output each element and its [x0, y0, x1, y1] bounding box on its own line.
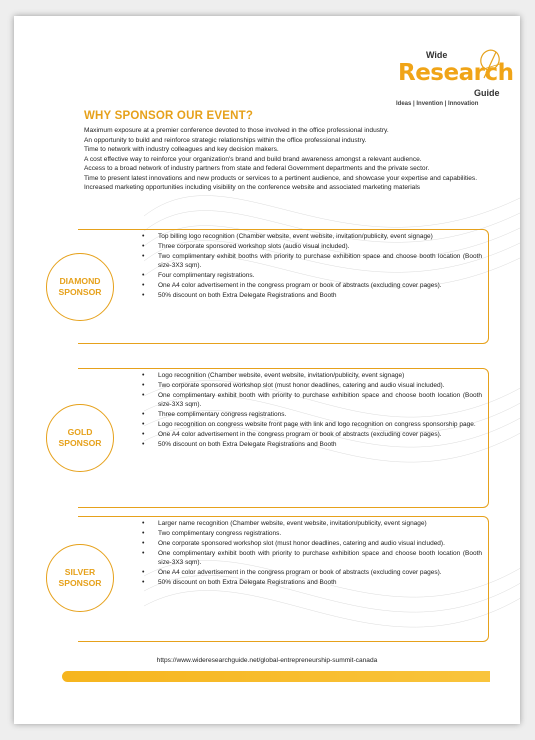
- page-title: WHY SPONSOR OUR EVENT?: [84, 110, 254, 122]
- intro-line: Maximum exposure at a premier conference devoted to those involved in the office professional industry.: [84, 127, 389, 134]
- list-item: • One complimentary exhibit booth with priority to purchase exhibition space and choose booth location (Booth size-3X3 sqm).: [142, 392, 482, 409]
- intro-line: Time to network with industry colleagues and key decision makers.: [84, 146, 279, 153]
- list-item: • Two corporate sponsored workshop slot (must honor deadlines, catering and audio visual included).: [142, 382, 482, 391]
- list-item: • One A4 color advertisement in the congress program or book of abstracts (excluding cover pages).: [142, 431, 482, 440]
- silver-sponsor-section: [46, 516, 489, 642]
- intro-line: Access to a broad network of industry partners from state and federal Government departments and the private sector.: [84, 165, 430, 172]
- diamond-sponsor-badge: [46, 253, 114, 321]
- list-item: • Top billing logo recognition (Chamber website, event website, invitation/publicity, event signage): [142, 233, 482, 242]
- list-item: • One complimentary exhibit booth with priority to purchase exhibition space and choose booth location (Booth size-3X3 sqm).: [142, 550, 482, 567]
- intro-line: An opportunity to build and reinforce strategic relationships within the office professional industry.: [84, 136, 367, 144]
- badge-line-2: SPONSOR: [58, 287, 102, 297]
- gold-benefits-list: [142, 372, 482, 451]
- list-item: • Two complimentary congress registrations.: [142, 530, 482, 539]
- event-url-link[interactable]: https://www.wideresearchguide.net/global-entrepreneurship-summit-canada: [156, 657, 378, 664]
- brand-logo: [396, 48, 514, 118]
- list-item: • Three complimentary congress registrations.: [142, 411, 482, 420]
- gold-sponsor-badge: [46, 404, 114, 472]
- list-item: • Four complimentary registrations.: [142, 272, 482, 281]
- intro-line: Time to present latest innovations and new products or services to a pertinent audience, and showcase your expertise and capabilities.: [84, 174, 478, 182]
- document-page: [14, 16, 520, 724]
- silver-benefits-list: [142, 520, 482, 589]
- logo-wide-text: Wide: [426, 50, 448, 60]
- diamond-benefits-list: [142, 233, 482, 302]
- list-item: • 50% discount on both Extra Delegate Registrations and Booth: [142, 441, 482, 450]
- list-item: • One A4 color advertisement in the congress program or book of abstracts (excluding cover pages).: [142, 282, 482, 291]
- silver-sponsor-badge: [46, 544, 114, 612]
- list-item: • 50% discount on both Extra Delegate Registrations and Booth: [142, 579, 482, 588]
- badge-line-1: GOLD: [67, 427, 93, 437]
- logo-guide-text: Guide: [474, 88, 500, 98]
- diamond-sponsor-section: [46, 229, 489, 344]
- badge-line-1: SILVER: [64, 567, 96, 577]
- gold-sponsor-section: [46, 368, 489, 508]
- logo-research-text: Research: [398, 60, 514, 86]
- list-item: • Larger name recognition (Chamber website, event website, invitation/publicity, event signage): [142, 520, 482, 529]
- footer-accent-bar: [62, 671, 490, 682]
- badge-line-1: DIAMOND: [59, 276, 101, 286]
- intro-paragraphs: [84, 126, 494, 193]
- list-item: • 50% discount on both Extra Delegate Registrations and Booth: [142, 292, 482, 301]
- list-item: • Two complimentary exhibit booths with priority to purchase exhibition space and choose booth location (Booth size-3X3 sqm).: [142, 253, 482, 270]
- intro-line: Increased marketing opportunities including visibility on the conference website and associated marketing materials: [84, 184, 421, 191]
- list-item: • Three corporate sponsored workshop slots (audio visual included).: [142, 243, 482, 252]
- badge-line-2: SPONSOR: [58, 578, 102, 588]
- logo-tagline: Ideas | Invention | Innovation: [396, 101, 479, 107]
- badge-line-2: SPONSOR: [58, 438, 102, 448]
- list-item: • One corporate sponsored workshop slot (must honor deadlines, catering and audio visual included).: [142, 540, 482, 549]
- list-item: • One A4 color advertisement in the congress program or book of abstracts (excluding cover pages).: [142, 569, 482, 578]
- list-item: • Logo recognition (Chamber website, event website, invitation/publicity, event signage): [142, 372, 482, 381]
- intro-line: A cost effective way to reinforce your organization's brand and build brand awareness amongst a relevant audience.: [84, 155, 422, 163]
- list-item: • Logo recognition on congress website front page with link and logo recognition on congress sponsorship page.: [142, 421, 482, 430]
